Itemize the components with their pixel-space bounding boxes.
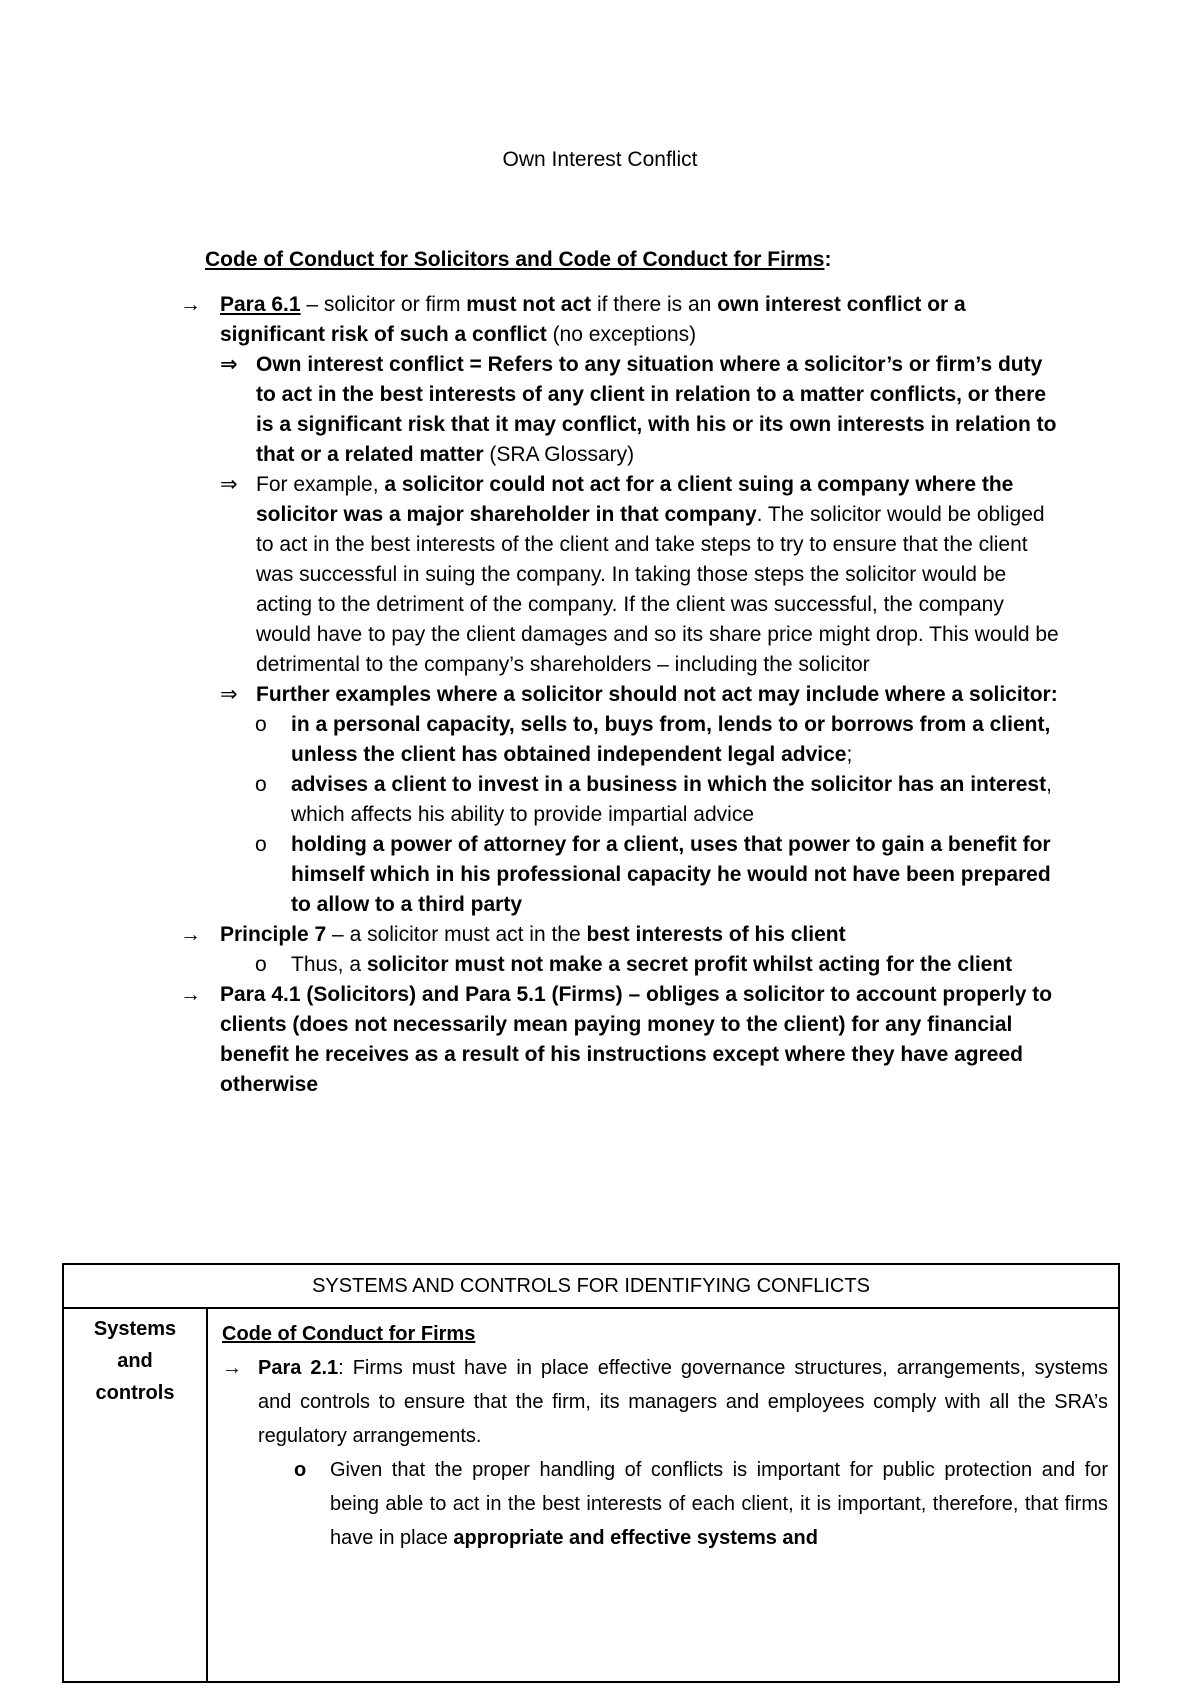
outline-item-example (220, 470, 1060, 680)
sub-item-2-bold: advises a client to invest in a business in which the solicitor has an interest (291, 773, 1047, 796)
table-sub-text: Given that the proper handling of conflicts is important for public protection and for being able to act in the best interests of each client, it is important, therefore, that firms have in place (330, 1459, 1108, 1549)
double-arrow-icon: ⇒ (220, 473, 238, 496)
left-label-text: Systems and controls (93, 1318, 177, 1404)
section-heading-text: Code of Conduct for Solicitors and Code of Conduct for Firms (205, 248, 825, 271)
sub-item-1-bold: in a personal capacity, sells to, buys from, lends to or borrows from a client, unless the client has obtained independent legal advice (291, 713, 1051, 766)
thus-bold: solicitor must not make a secret profit whilst acting for the client (366, 953, 1013, 976)
circle-bullet-icon: o (255, 773, 267, 796)
outline-list (180, 290, 1060, 1100)
page-title: Own Interest Conflict (502, 148, 698, 171)
para-2-1-bold: Para 2.1 (258, 1357, 339, 1379)
principle-7-bold-a: Principle 7 (220, 923, 327, 946)
definition-text: (SRA Glossary) (483, 443, 635, 466)
para-6-1-text-b: if there is an (591, 293, 718, 316)
section-heading-colon: : (824, 248, 832, 271)
table-header: SYSTEMS AND CONTROLS FOR IDENTIFYING CONFLICTS (64, 1265, 1118, 1309)
sub-item-2 (255, 770, 1060, 830)
arrow-icon: → (180, 983, 201, 1006)
para-6-1-label: Para 6.1 (220, 293, 301, 316)
principle-7-bold-b: best interests of his client (586, 923, 846, 946)
thus-text: Thus, a (291, 953, 367, 976)
sub-item-3 (255, 830, 1060, 920)
arrow-icon: → (222, 1357, 242, 1379)
sub-item-thus (255, 950, 1060, 980)
circle-bullet-icon: o (255, 833, 267, 856)
example-text-a: For example, (256, 473, 385, 496)
sub-item-1 (255, 710, 1060, 770)
example-text-b: . The solicitor would be obliged to act in the best interests of the client and take steps to try to ensure that the client was successful in suing the company. In taking those steps the solicitor would be acting to the detriment of the company. If the client was successful, the company would have to pay the client damages and so its share price might drop. This would be detrimental to the company’s shareholders – including the solicitor (256, 503, 1059, 676)
sub-item-2-text: , which affects his ability to provide impartial advice (291, 773, 1052, 826)
example-bold-a: a solicitor could not act for a client suing a company where the solicitor was a major shareholder in that company (256, 473, 1014, 526)
section-heading (205, 248, 831, 272)
further-bold: Further examples where a solicitor should not act may include where a solicitor: (256, 683, 1058, 706)
para-6-1-bold-b: own interest conflict or a significant risk of such a conflict (220, 293, 966, 346)
arrow-icon: → (180, 293, 201, 316)
table-sub-item (294, 1453, 1108, 1555)
table-sub-bold: appropriate and effective systems and (453, 1527, 818, 1549)
outline-item-definition (220, 350, 1060, 470)
para-6-1-text-a: – solicitor or firm (300, 293, 467, 316)
definition-bold: Own interest conflict = Refers to any situation where a solicitor’s or firm’s duty to act in the best interests of any client in relation to a matter conflicts, or there is a significant risk that it may conflict, with his or its own interests in relation to that or a related matter (256, 353, 1057, 466)
table-left-label (64, 1309, 208, 1681)
table-item-para-2-1 (222, 1351, 1108, 1453)
systems-controls-table (62, 1263, 1120, 1683)
double-arrow-icon: ⇒ (220, 353, 238, 376)
para-6-1-text-c: (no exceptions) (546, 323, 697, 346)
table-right-heading: Code of Conduct for Firms (222, 1323, 476, 1345)
para-2-1-text: : Firms must have in place effective governance structures, arrangements, systems and controls to ensure that the firm, its managers and employees comply with all the SRA’s regulatory arrangements. (258, 1357, 1108, 1447)
sub-item-1-text: ; (846, 743, 853, 766)
table-right-cell (210, 1309, 1118, 1681)
outline-item-further-examples (220, 680, 1060, 710)
outline-item-para-6-1 (180, 290, 1060, 350)
circle-bullet-icon: o (255, 713, 267, 736)
outline-item-para-4-1 (180, 980, 1060, 1100)
principle-7-text-a: – a solicitor must act in the (326, 923, 587, 946)
para-4-1-bold: Para 4.1 (Solicitors) and Para 5.1 (Firms) – obliges a solicitor to account properly to clients (does not necessarily mean paying money to the client) for any financial benefit he receives as a result of his instructions except where they have agreed otherwise (220, 983, 1053, 1096)
para-6-1-bold-a: must not act (466, 293, 592, 316)
circle-bullet-icon: o (255, 953, 267, 976)
double-arrow-icon: ⇒ (220, 683, 238, 706)
arrow-icon: → (180, 923, 201, 946)
sub-item-3-bold: holding a power of attorney for a client, uses that power to gain a benefit for himself which in his professional capacity he would not have been prepared to allow to a third party (291, 833, 1051, 916)
outline-item-principle-7 (180, 920, 1060, 950)
circle-bullet-icon: o (294, 1459, 307, 1481)
